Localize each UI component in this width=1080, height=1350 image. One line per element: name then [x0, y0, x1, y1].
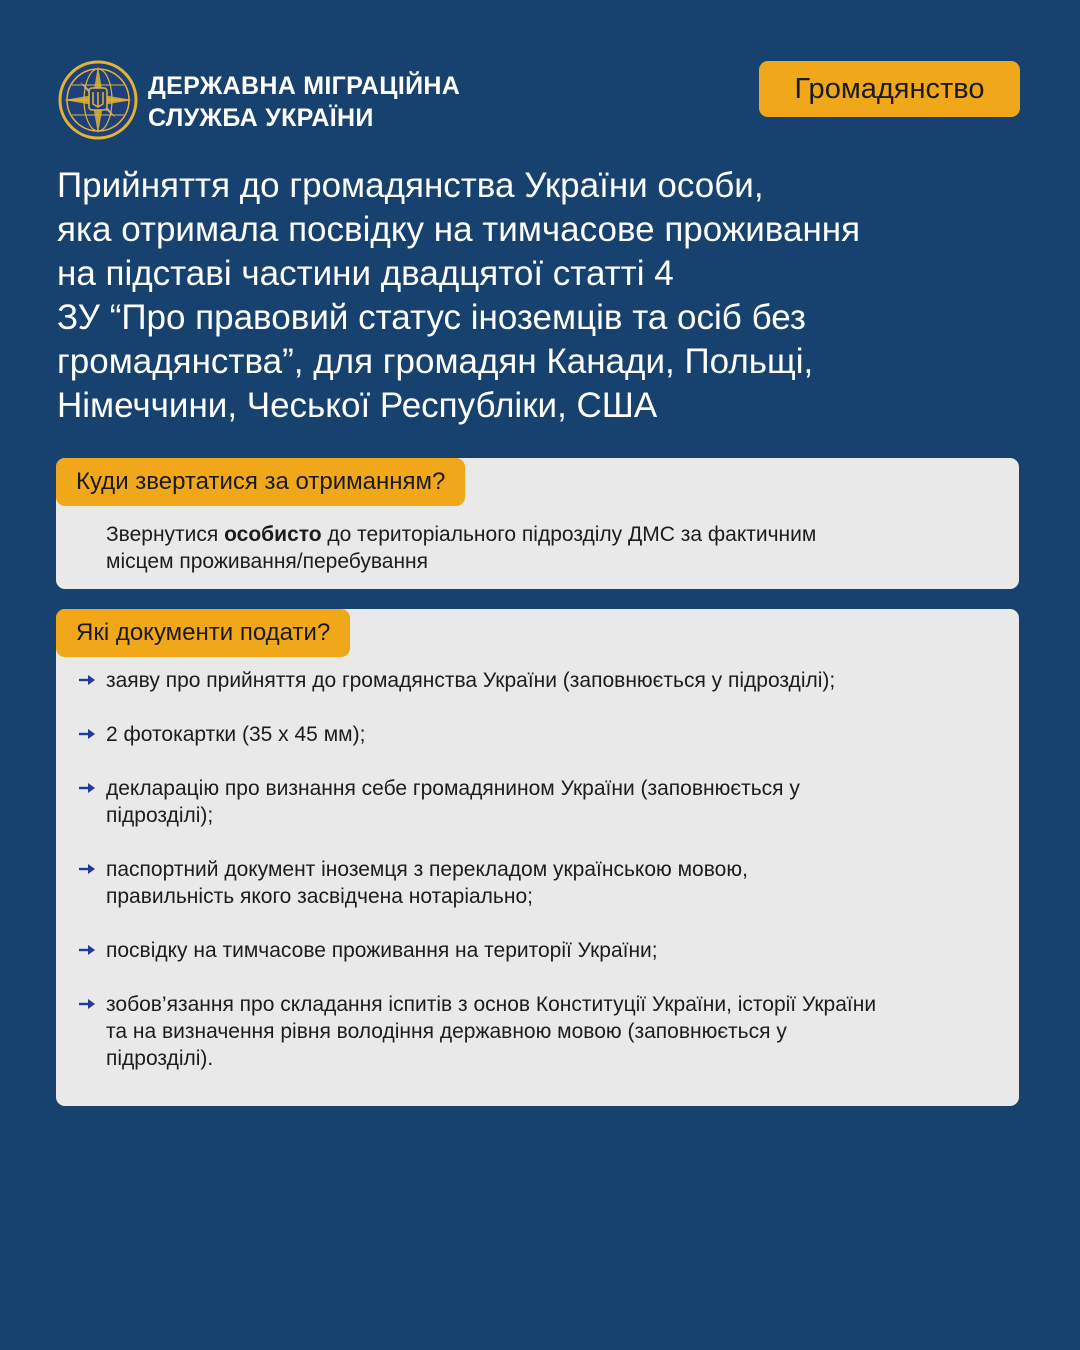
document-item-line: підрозділі). [106, 1047, 214, 1070]
dms-emblem-icon [58, 60, 138, 140]
document-item-line: 2 фотокартки (35 х 45 мм); [106, 723, 366, 746]
where-text-emphasis: особисто [224, 523, 322, 546]
title-line: Прийняття до громадянства України особи, [57, 166, 764, 205]
title-line: на підставі частини двадцятої статті 4 [57, 254, 674, 293]
where-text-start: Звернутися [106, 523, 225, 546]
document-item-line: декларацію про визнання себе громадянином України (заповнюється у [106, 777, 800, 800]
document-item-text [106, 721, 1006, 748]
arrow-right-icon [78, 997, 96, 1011]
document-item-line: паспортний документ іноземця з перекладом українською мовою, [106, 858, 748, 881]
title-line: яка отримала посвідку на тимчасове проживання [57, 210, 861, 249]
document-item-line: підрозділі); [106, 804, 214, 827]
document-item-line: та на визначення рівня володіння державною мовою (заповнюється у [106, 1020, 787, 1043]
org-name-line-1: ДЕРЖАВНА МІГРАЦІЙНА [148, 72, 461, 100]
arrow-right-icon [78, 727, 96, 741]
title-line: громадянства”, для громадян Канади, Польщі, [57, 342, 814, 381]
where-to-apply-card [56, 458, 1019, 589]
document-item-line: зобов’язання про складання іспитів з основ Конституції України, історії України [106, 993, 877, 1016]
title-line: Німеччини, Чеської Республіки, США [57, 386, 658, 425]
where-to-apply-text [106, 521, 986, 575]
document-item-text [106, 991, 1006, 1072]
document-item-text [106, 937, 1006, 964]
arrow-right-icon [78, 862, 96, 876]
where-text-line-2: місцем проживання/перебування [106, 550, 429, 573]
arrow-right-icon [78, 781, 96, 795]
organization-name [148, 70, 460, 134]
documents-card [56, 609, 1019, 1106]
document-item-text [106, 775, 1006, 829]
document-item-line: правильність якого засвідчена нотаріально; [106, 885, 533, 908]
category-badge: Громадянство [759, 61, 1020, 117]
where-text-end: до територіального підрозділу ДМС за фактичним [321, 523, 817, 546]
document-item-line: посвідку на тимчасове проживання на території України; [106, 939, 658, 962]
document-item-text [106, 667, 1006, 694]
document-item-line: заяву про прийняття до громадянства України (заповнюється у підрозділі); [106, 669, 836, 692]
title-line: ЗУ “Про правовий статус іноземців та осіб без [57, 298, 806, 337]
where-to-apply-heading: Куди звертатися за отриманням? [56, 458, 465, 506]
page-title [57, 164, 1047, 428]
arrow-right-icon [78, 673, 96, 687]
documents-heading: Які документи подати? [56, 609, 350, 657]
document-item-text [106, 856, 1006, 910]
documents-list [56, 609, 1019, 1106]
org-name-line-2: СЛУЖБА УКРАЇНИ [148, 104, 374, 132]
arrow-right-icon [78, 943, 96, 957]
